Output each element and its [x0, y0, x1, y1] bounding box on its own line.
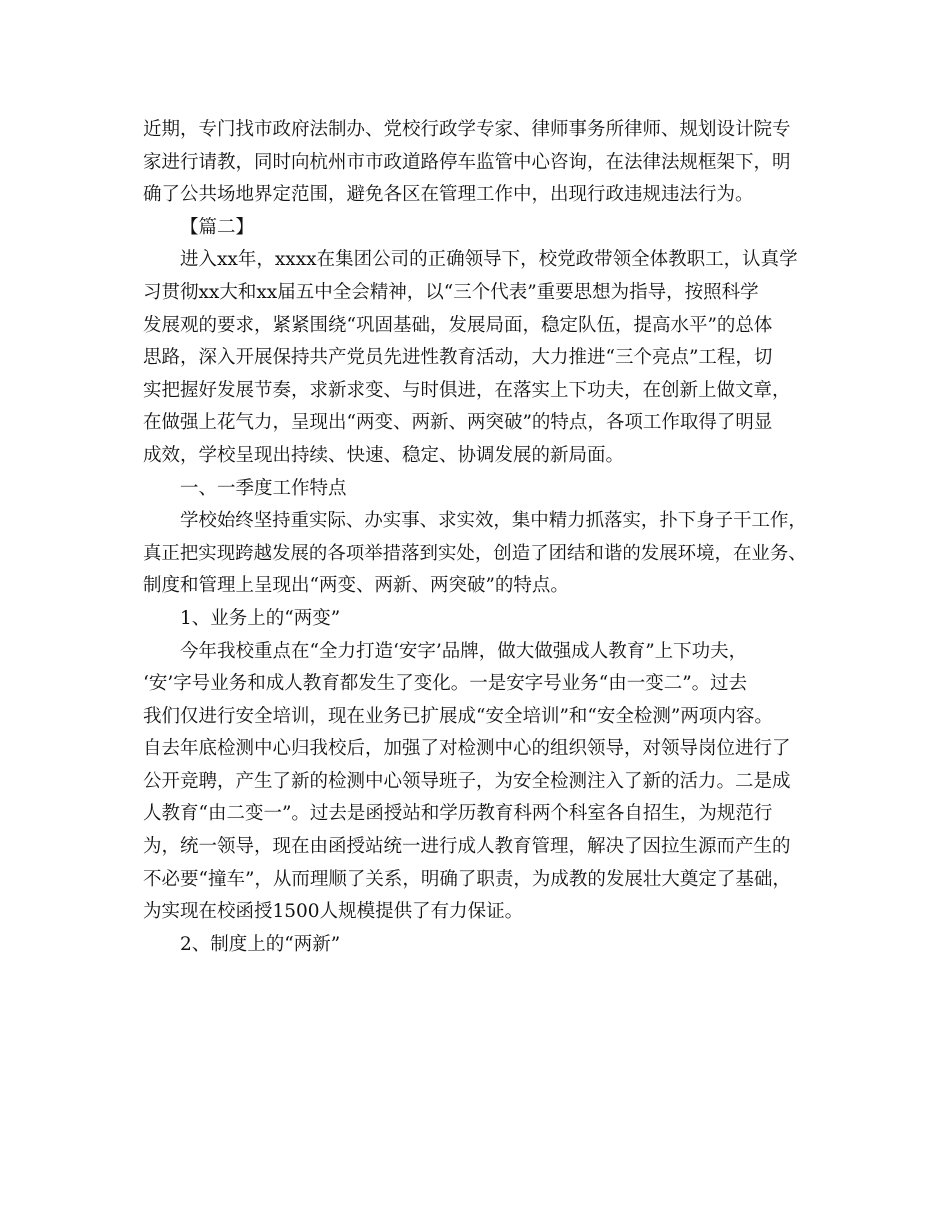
- text-line-l06: 习贯彻xx大和xx届五中全会精神，以“三个代表”重要思想为指导，按照科学: [143, 281, 759, 303]
- text-line-l02: 家进行请教，同时向杭州市市政道路停车监管中心咨询，在法律法规框架下，明: [143, 151, 791, 173]
- text-line-l14: 真正把实现跨越发展的各项举措落到实处，创造了团结和谐的发展环境，在业务、: [143, 542, 807, 564]
- text-line-l22: 人教育“由二变一”。过去是函授站和学历教育科两个科室各自招生，为规范行: [143, 803, 773, 825]
- text-line-l13: 学校始终坚持重实际、办实事、求实效，集中精力抓落实，扑下身子干工作，: [180, 510, 807, 532]
- text-line-l16: 1、业务上的“两变”: [180, 607, 341, 629]
- text-line-l17: 今年我校重点在“全力打造‘安字’品牌，做大做强成人教育”上下功夫，: [180, 640, 748, 662]
- text-line-l05: 进入xx年，xxxx在集团公司的正确领导下，校党政带领全体教职工，认真学: [180, 249, 798, 271]
- text-line-l08: 思路，深入开展保持共产党员先进性教育活动，大力推进“三个亮点”工程，切: [143, 347, 773, 369]
- text-line-l11: 成效，学校呈现出持续、快速、稳定、协调发展的新局面。: [143, 444, 625, 466]
- text-line-l21: 公开竞聘，产生了新的检测中心领导班子，为安全检测注入了新的活力。二是成: [143, 770, 791, 792]
- text-line-l10: 在做强上花气力，呈现出“两变、两新、两突破”的特点，各项工作取得了明显: [143, 412, 773, 434]
- text-line-l19: 我们仅进行安全培训，现在业务已扩展成“安全培训”和“安全检测”两项内容。: [143, 705, 773, 727]
- text-line-l25: 为实现在校函授1500人规模提供了有力保证。: [143, 901, 524, 923]
- text-line-l03: 确了公共场地界定范围，避免各区在管理工作中，出现行政违规违法行为。: [143, 184, 754, 206]
- text-line-l01: 近期，专门找市政府法制办、党校行政学专家、律师事务所律师、规划设计院专: [143, 119, 791, 140]
- text-line-l15: 制度和管理上呈现出“两变、两新、两突破”的特点。: [143, 575, 569, 597]
- text-line-l24: 不必要“撞车”，从而理顺了关系，明确了职责，为成教的发展壮大奠定了基础，: [143, 868, 791, 890]
- text-line-l18: ‘安’字号业务和成人教育都发生了变化。一是安字号业务“由一变二”。过去: [143, 673, 748, 695]
- text-line-l20: 自去年底检测中心归我校后，加强了对检测中心的组织领导，对领导岗位进行了: [143, 738, 791, 760]
- text-line-l23: 为，统一领导，现在由函授站统一进行成人教育管理，解决了因拉生源而产生的: [143, 836, 791, 858]
- document-body: [143, 114, 807, 961]
- text-line-l09: 实把握好发展节奏，求新求变、与时俱进，在落实上下功夫，在创新上做文章，: [143, 379, 791, 401]
- text-line-l12: 一、一季度工作特点: [180, 477, 347, 499]
- text-line-l26: 2、制度上的“两新”: [180, 933, 341, 955]
- text-line-l07: 发展观的要求，紧紧围绕“巩固基础，发展局面，稳定队伍，提高水平”的总体: [143, 314, 773, 336]
- text-line-l04: 【篇二】: [180, 216, 255, 238]
